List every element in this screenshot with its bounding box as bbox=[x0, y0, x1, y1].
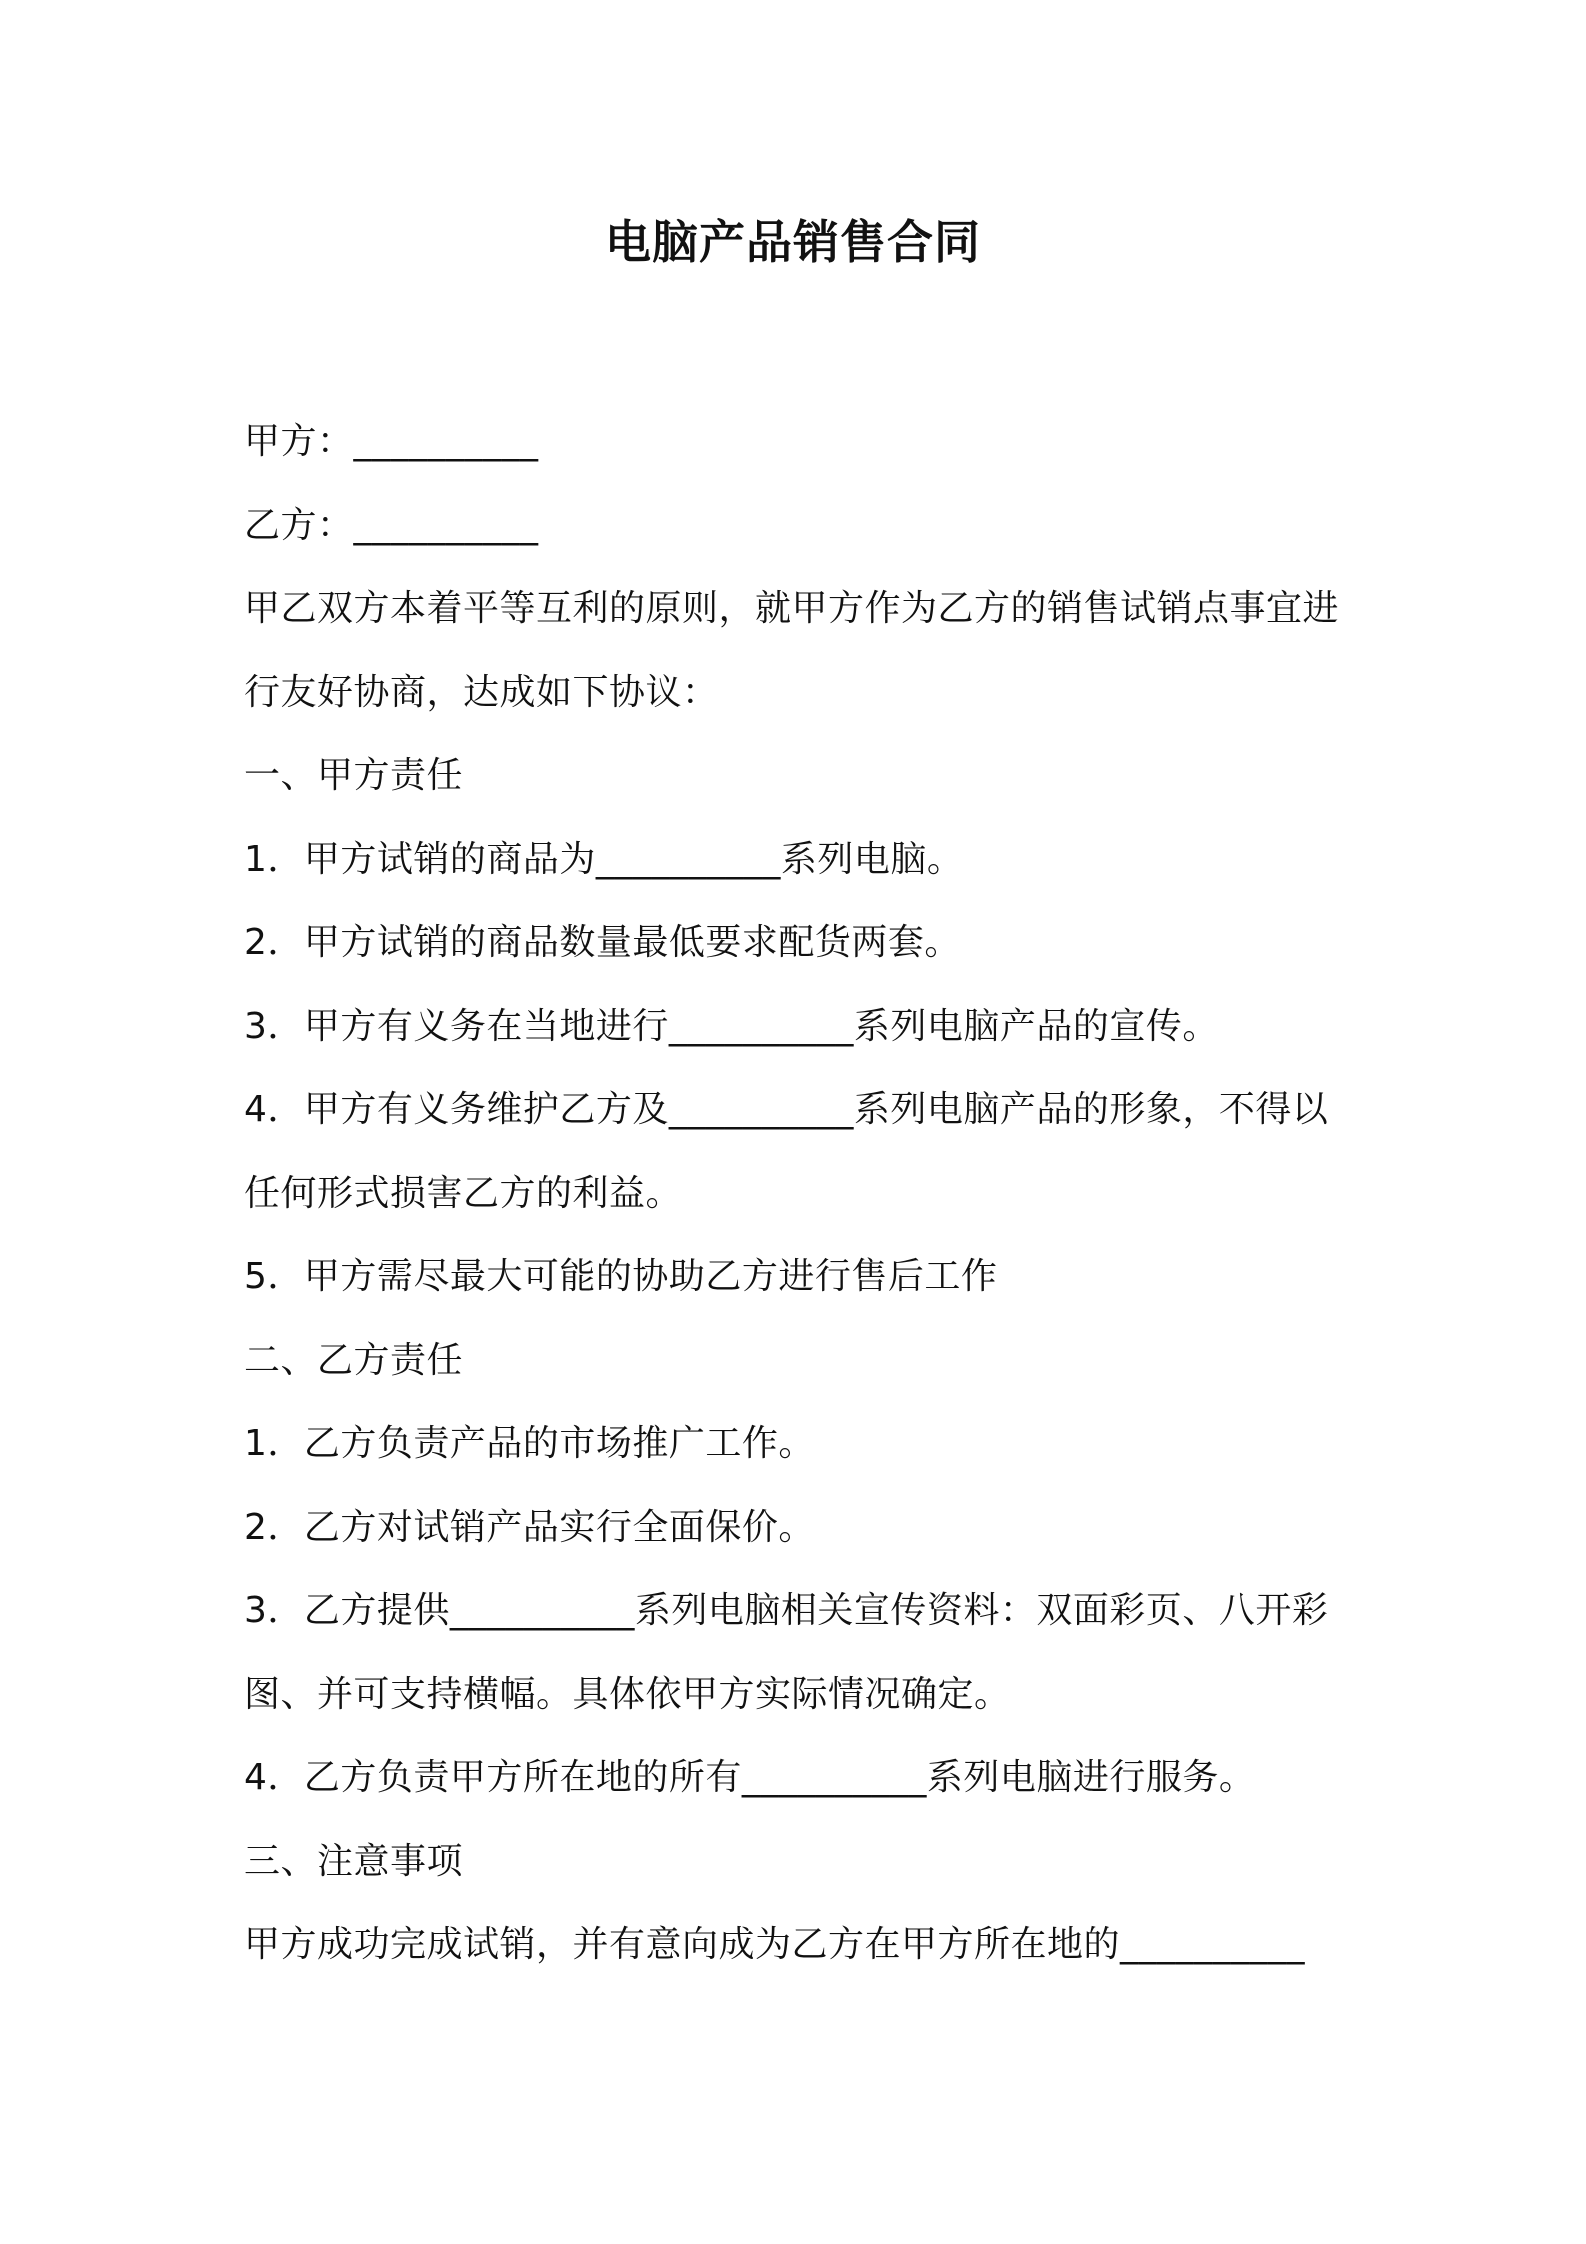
party-b-clause-1: 1．乙方负责产品的市场推广工作。 bbox=[244, 1423, 815, 1464]
party-a-clause-4-line-1: 4．甲方有义务维护乙方及__________系列电脑产品的形象，不得以 bbox=[244, 1089, 1329, 1130]
section-heading-party-a: 一、甲方责任 bbox=[244, 755, 464, 796]
section-heading-party-b: 二、乙方责任 bbox=[244, 1339, 464, 1381]
notes-paragraph-line-1: 甲方成功完成试销，并有意向成为乙方在甲方所在地的__________ bbox=[244, 1924, 1306, 1965]
document-title: 电脑产品销售合同 bbox=[605, 215, 981, 269]
party-b-clause-3-line-2: 图、并可支持横幅。具体依甲方实际情况确定。 bbox=[244, 1673, 1011, 1715]
preamble-line-1: 甲乙双方本着平等互利的原则，就甲方作为乙方的销售试销点事宜进 bbox=[244, 588, 1340, 629]
party-a-clause-4-line-2: 任何形式损害乙方的利益。 bbox=[244, 1172, 683, 1214]
document-body bbox=[244, 400, 1354, 1987]
party-a-clause-5: 5．甲方需尽最大可能的协助乙方进行售后工作 bbox=[244, 1256, 998, 1297]
party-b-clause-2: 2．乙方对试销产品实行全面保价。 bbox=[244, 1506, 815, 1548]
party-b-clause-3-line-1: 3．乙方提供__________系列电脑相关宣传资料：双面彩页、八开彩 bbox=[244, 1590, 1329, 1631]
preamble-line-2: 行友好协商，达成如下协议： bbox=[244, 671, 719, 713]
party-b-clause-4: 4．乙方负责甲方所在地的所有__________系列电脑进行服务。 bbox=[244, 1757, 1256, 1798]
party-a-line: 甲方：__________ bbox=[244, 421, 539, 462]
party-a-clause-2: 2．甲方试销的商品数量最低要求配货两套。 bbox=[244, 922, 961, 963]
party-b-line: 乙方：__________ bbox=[244, 504, 539, 546]
section-heading-notes: 三、注意事项 bbox=[244, 1840, 464, 1882]
party-a-clause-3: 3．甲方有义务在当地进行__________系列电脑产品的宣传。 bbox=[244, 1005, 1219, 1047]
party-a-clause-1: 1．甲方试销的商品为__________系列电脑。 bbox=[244, 838, 964, 880]
